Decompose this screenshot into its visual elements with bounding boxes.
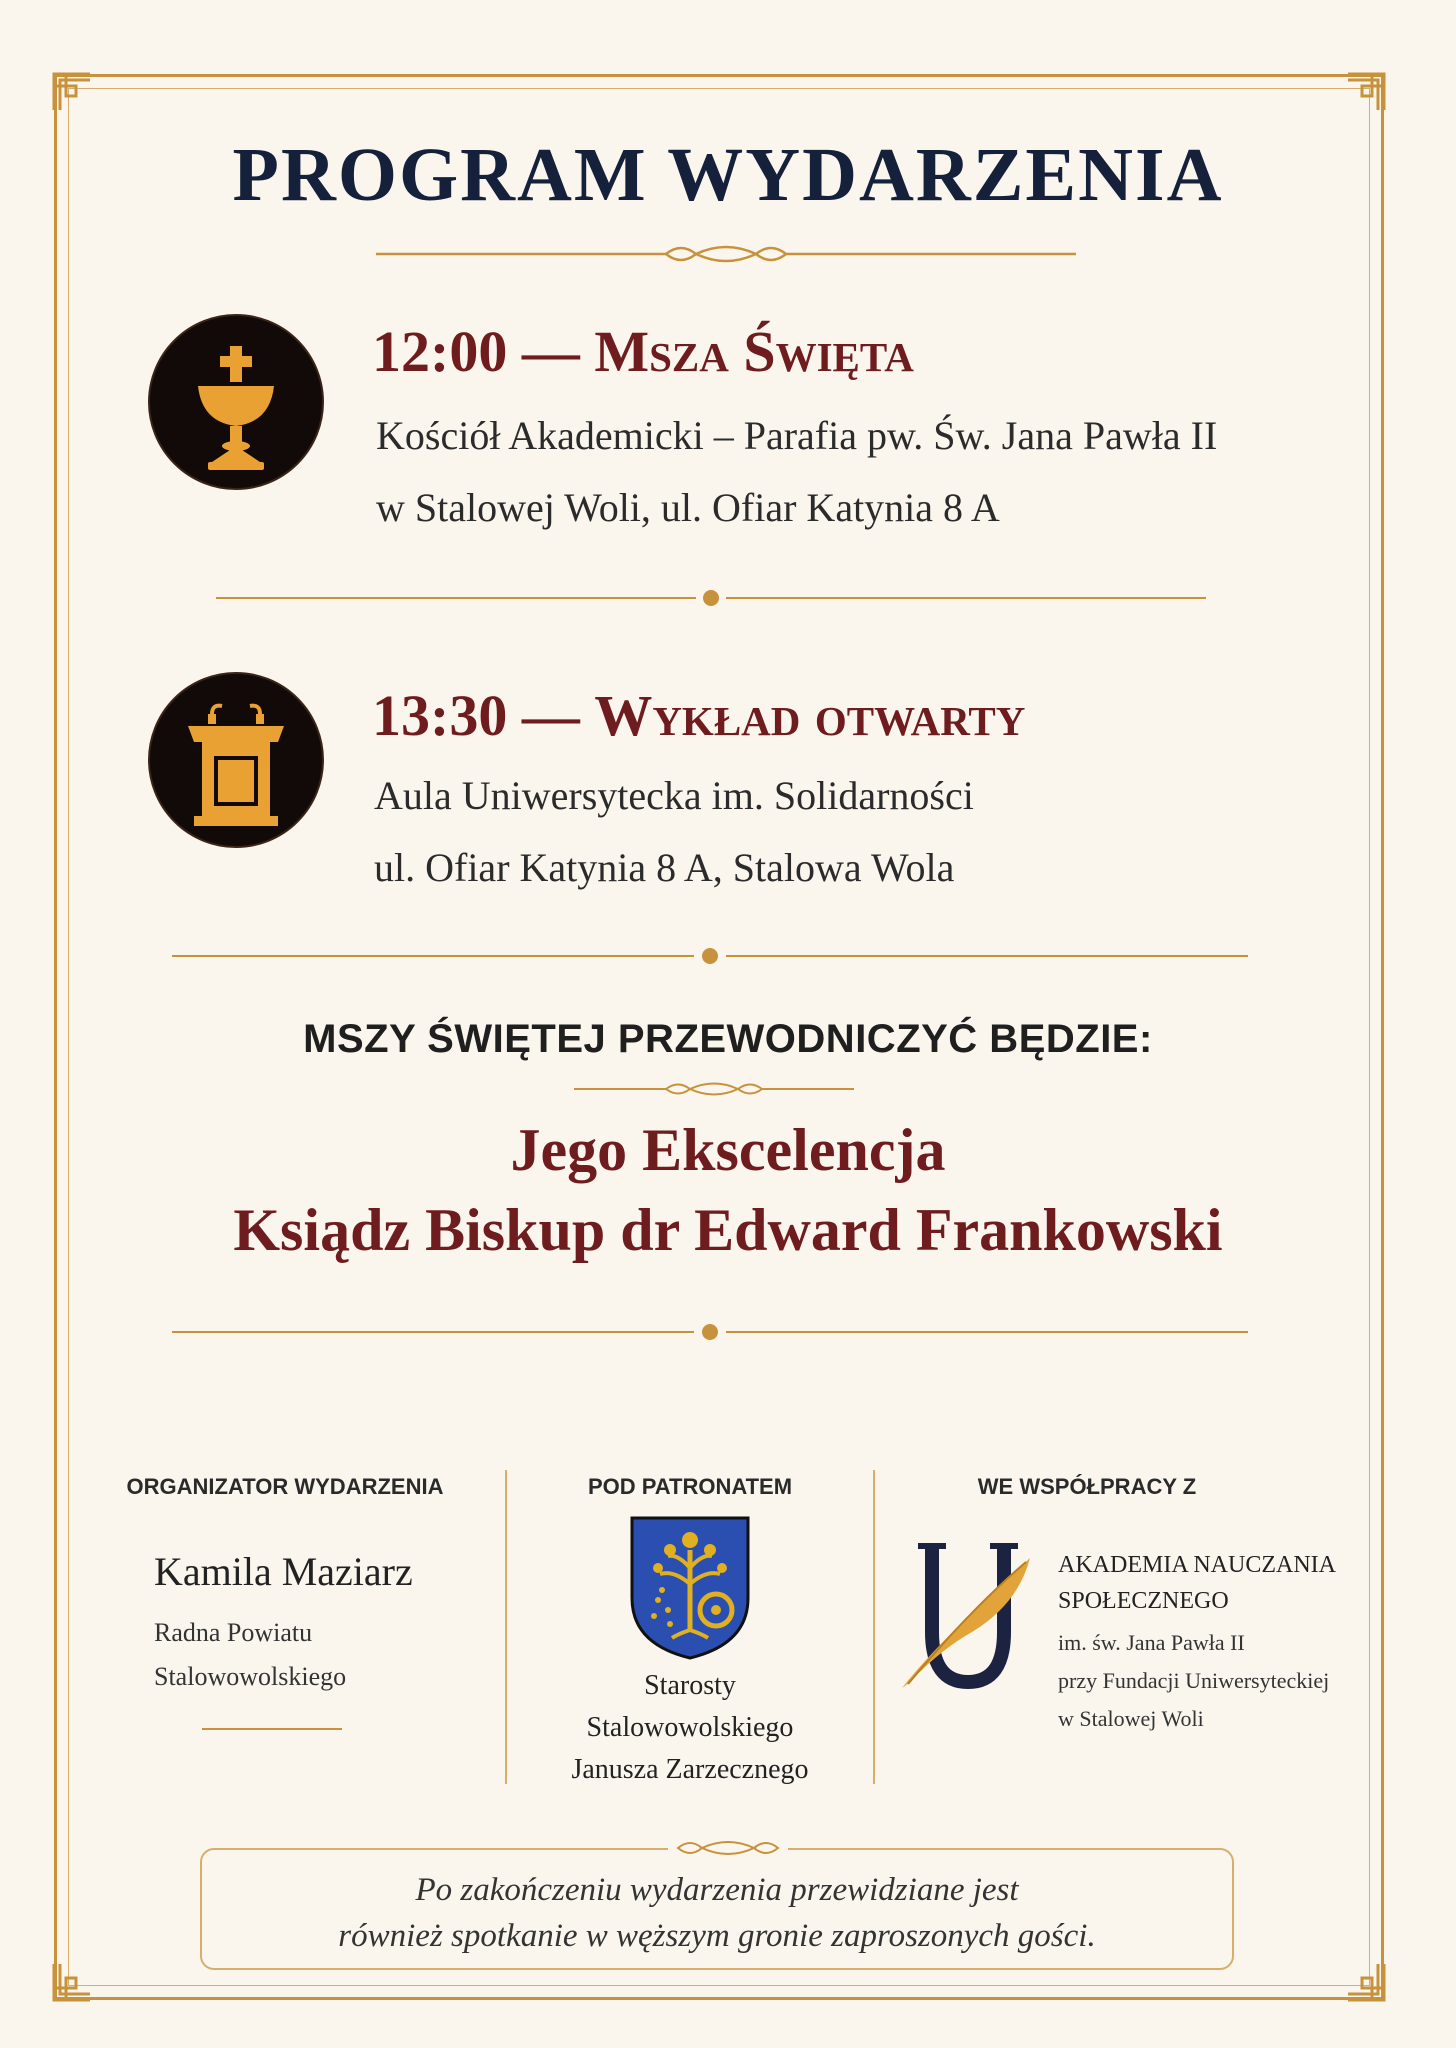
chalice-icon xyxy=(148,314,324,490)
patronage-heading: POD PATRONATEM xyxy=(587,1474,793,1499)
academy-name-line-2: SPOŁECZNEGO xyxy=(1058,1588,1229,1614)
page-title: PROGRAM WYDARZENIA xyxy=(232,133,1224,217)
organizer-underline xyxy=(202,1728,342,1730)
event-1-location-line-2: w Stalowej Woli, ul. Ofiar Katynia 8 A xyxy=(376,485,1000,530)
corner-ornament-icon xyxy=(1346,1962,1386,2002)
lectern-icon xyxy=(148,672,324,848)
event-1-location-line-1: Kościół Akademicki – Parafia pw. Św. Jana Pawła II xyxy=(376,413,1218,458)
section-divider xyxy=(172,1322,1248,1342)
closing-note-line-1: Po zakończeniu wydarzenia przewidziane jest xyxy=(415,1872,1019,1908)
event-1-time: 12:00 xyxy=(372,319,508,384)
event-2-location-line-2: ul. Ofiar Katynia 8 A, Stalowa Wola xyxy=(374,845,955,890)
patronage-line-2: Stalowowolskiego xyxy=(586,1712,794,1743)
event-1-name: Msza Święta xyxy=(594,319,914,384)
column-separator xyxy=(873,1470,875,1784)
column-separator xyxy=(505,1470,507,1784)
event-2-name: Wykład otwarty xyxy=(594,683,1026,748)
academy-name-line-1: AKADEMIA NAUCZANIA xyxy=(1058,1552,1336,1578)
event-1-heading xyxy=(372,318,914,385)
patronage-line-3: Janusza Zarzecznego xyxy=(571,1754,809,1785)
event-2-time: 13:30 xyxy=(372,683,508,748)
title-divider-ornament xyxy=(376,240,1076,268)
academy-foundation-line: przy Fundacji Uniwersyteckiej xyxy=(1058,1668,1330,1693)
organizer-role-line-2: Stalowowolskiego xyxy=(154,1662,347,1691)
cooperation-heading: WE WSPÓŁPRACY Z xyxy=(977,1474,1197,1499)
coat-of-arms-icon xyxy=(628,1514,752,1662)
presider-name: Ksiądz Biskup dr Edward Frankowski xyxy=(233,1197,1223,1263)
corner-ornament-icon xyxy=(52,1962,92,2002)
event-2-heading xyxy=(372,682,1025,749)
organizer-name: Kamila Maziarz xyxy=(154,1549,413,1594)
event-2-location-line-1: Aula Uniwersytecka im. Solidarności xyxy=(374,773,974,818)
academy-logo-icon xyxy=(900,1540,1040,1690)
organizer-heading: ORGANIZATOR WYDARZENIA xyxy=(126,1474,444,1499)
patronage-line-1: Starosty xyxy=(644,1670,736,1701)
closing-note-line-2: również spotkanie w węższym gronie zaproszonych gości. xyxy=(338,1918,1096,1954)
presider-divider-ornament xyxy=(574,1078,854,1100)
section-divider xyxy=(216,588,1206,608)
organizer-role-line-1: Radna Powiatu xyxy=(154,1618,313,1647)
academy-city-line: w Stalowej Woli xyxy=(1058,1706,1204,1731)
event-1-dash: — xyxy=(507,319,595,384)
event-2-dash: — xyxy=(507,683,595,748)
presider-heading: MSZY ŚWIĘTEJ PRZEWODNICZYĆ BĘDZIE: xyxy=(303,1017,1153,1061)
corner-ornament-icon xyxy=(52,72,92,112)
presider-title: Jego Ekscelencja xyxy=(510,1117,946,1183)
section-divider xyxy=(172,946,1248,966)
note-box-ornament xyxy=(668,1836,788,1860)
academy-patron-line: im. św. Jana Pawła II xyxy=(1058,1630,1245,1655)
corner-ornament-icon xyxy=(1346,72,1386,112)
